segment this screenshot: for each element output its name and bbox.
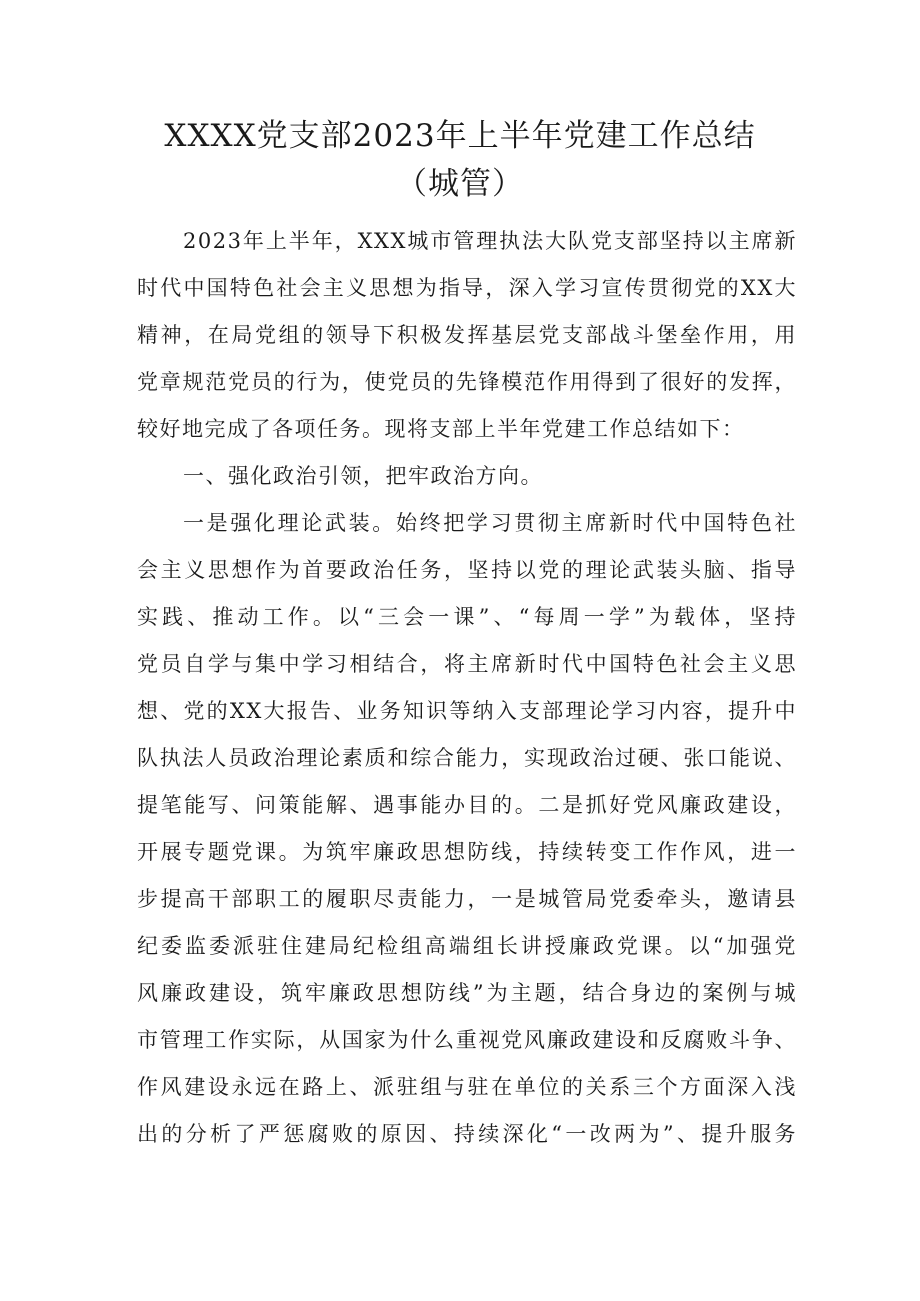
paragraph-line: 2023年上半年，XXX城市管理执法大队党支部坚持以主席新 [183, 229, 797, 253]
paragraph-line: 实践、推动工作。以“三会一课”、“每周一学”为载体，坚持 [137, 605, 797, 629]
paragraph-line: 党章规范党员的行为，使党员的先锋模范作用得到了很好的发挥， [137, 370, 797, 394]
paragraph-line: 开展专题党课。为筑牢廉政思想防线，持续转变工作作风，进一 [137, 840, 797, 864]
paragraph-line: 会主义思想作为首要政治任务，坚持以党的理论武装头脑、指导 [137, 558, 797, 582]
paragraph-line: 步提高干部职工的履职尽责能力，一是城管局党委牵头，邀请县 [137, 887, 797, 911]
paragraph-line: 市管理工作实际，从国家为什么重视党风廉政建设和反腐败斗争、 [137, 1028, 797, 1052]
document-title: XXXX党支部2023年上半年党建工作总结 [164, 118, 756, 154]
paragraph-line: 作风建设永远在路上、派驻组与驻在单位的关系三个方面深入浅 [137, 1075, 797, 1099]
paragraph-line: 出的分析了严惩腐败的原因、持续深化“一改两为”、提升服务 [137, 1122, 797, 1146]
paragraph-line: 时代中国特色社会主义思想为指导，深入学习宣传贯彻党的XX大 [137, 276, 797, 300]
paragraph-line: 较好地完成了各项任务。现将支部上半年党建工作总结如下： [137, 417, 745, 441]
paragraph-line: 队执法人员政治理论素质和综合能力，实现政治过硬、张口能说、 [137, 746, 797, 770]
document-subtitle: （城管） [396, 166, 524, 202]
paragraph-line: 想、党的XX大报告、业务知识等纳入支部理论学习内容，提升中 [137, 699, 797, 723]
section-heading: 一、强化政治引领，把牢政治方向。 [183, 464, 543, 488]
paragraph-line: 党员自学与集中学习相结合，将主席新时代中国特色社会主义思 [137, 652, 797, 676]
paragraph-line: 精神，在局党组的领导下积极发挥基层党支部战斗堡垒作用，用 [137, 323, 797, 347]
document-body [137, 218, 797, 1158]
paragraph-line: 一是强化理论武装。始终把学习贯彻主席新时代中国特色社 [183, 511, 797, 535]
paragraph-line: 风廉政建设，筑牢廉政思想防线”为主题，结合身边的案例与城 [137, 981, 797, 1005]
paragraph-line: 纪委监委派驻住建局纪检组高端组长讲授廉政党课。以“加强党 [137, 934, 797, 958]
paragraph-line: 提笔能写、问策能解、遇事能办目的。二是抓好党风廉政建设， [137, 793, 797, 817]
